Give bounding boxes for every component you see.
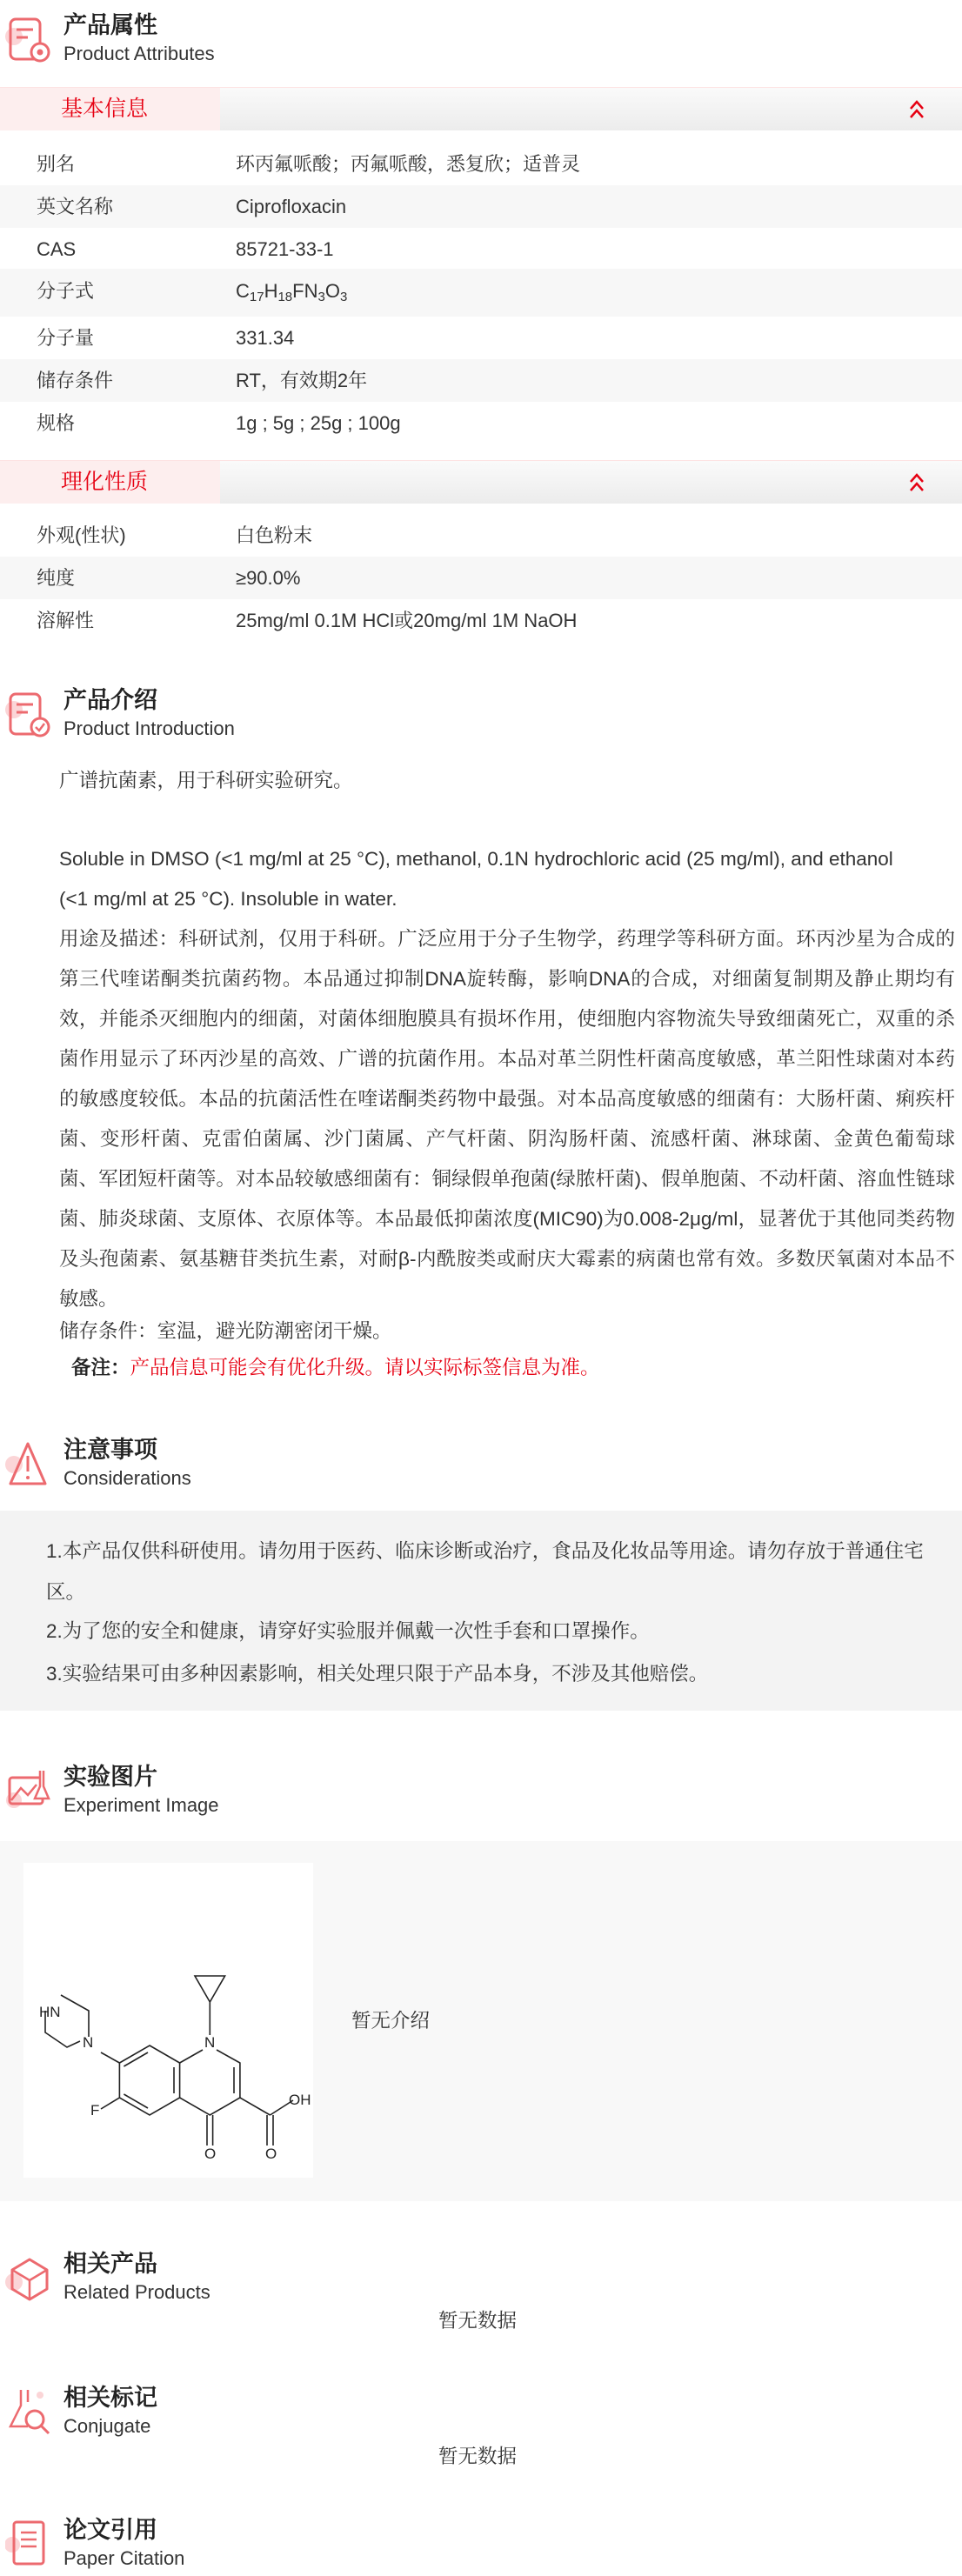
note-text: 产品信息可能会有优化升级。请以实际标签信息为准。	[130, 1357, 600, 1378]
attribute-key: 储存条件	[37, 370, 114, 391]
paper-citation-header	[0, 2515, 522, 2576]
attribute-row-mol-weight	[0, 317, 962, 359]
attribute-row-purity	[0, 557, 962, 599]
attribute-row-english-name	[0, 185, 962, 228]
product-introduction-header	[0, 685, 522, 746]
atom-label-oh: OH	[289, 2092, 311, 2108]
formula-subscript: 3	[339, 290, 348, 304]
attribute-key: 规格	[37, 412, 76, 434]
attribute-row-alias	[0, 143, 962, 185]
cube-icon	[5, 2252, 54, 2305]
physchem-label: 理化性质	[0, 461, 220, 504]
attribute-row-storage	[0, 359, 962, 402]
attribute-key: 外观(性状)	[37, 524, 126, 546]
attribute-row-cas	[0, 228, 962, 270]
section-subtitle: Product Attributes	[63, 43, 215, 64]
experiment-image-panel	[0, 1841, 962, 2201]
section-subtitle: Paper Citation	[63, 2547, 185, 2569]
section-title: 相关标记	[63, 2385, 157, 2411]
section-title: 相关产品	[63, 2251, 157, 2277]
section-title: 产品属性	[63, 12, 157, 38]
atom-label-o: O	[204, 2146, 217, 2162]
attribute-row-formula	[0, 269, 962, 317]
structure-image[interactable]	[23, 1863, 313, 2178]
section-subtitle: Experiment Image	[63, 1794, 219, 1816]
attribute-key: 溶解性	[37, 610, 95, 631]
considerations-box	[0, 1511, 962, 1711]
atom-label-n: N	[204, 2034, 216, 2051]
related-products-empty: 暂无数据	[438, 2310, 518, 2332]
consideration-item: 2.为了您的安全和健康，请穿好实验服并佩戴一次性手套和口罩操作。	[46, 1620, 650, 1642]
section-title: 论文引用	[63, 2517, 157, 2543]
image-caption: 暂无介绍	[351, 2010, 431, 2032]
atom-label-n: N	[83, 2034, 94, 2051]
attribute-value: ≥90.0%	[236, 567, 301, 589]
section-title: 注意事项	[63, 1437, 157, 1463]
molecular-formula	[236, 269, 347, 314]
document-check-icon	[5, 689, 54, 741]
attribute-row-solubility	[0, 599, 962, 642]
attribute-value: Ciprofloxacin	[236, 196, 347, 217]
attribute-key: 别名	[37, 153, 76, 175]
section-title: 实验图片	[63, 1764, 157, 1790]
section-subtitle: Considerations	[63, 1467, 191, 1489]
attribute-key: CAS	[37, 238, 77, 260]
intro-storage: 储存条件：室温，避光防潮密闭干燥。	[59, 1320, 392, 1342]
experiment-image-header	[0, 1762, 522, 1823]
double-chevron-up-icon[interactable]	[906, 99, 927, 120]
intro-description: 用途及描述：科研试剂，仅用于科研。广泛应用于分子生物学，药理学等科研方面。环丙沙星为合成的第三代喹诺酮类抗菌药物。本品通过抑制DNA旋转酶，影响DNA的合成，对细菌复制期及静止期均有效，并能杀灭细胞内的细菌，对菌体细胞膜具有损坏作用，使细胞内容物流失导致细菌死亡，双重的杀菌作用显示了环丙沙星的高效、广谱的抗菌作用。本品对革兰阴性杆菌高度敏感，革兰阳性球菌对本药的敏感度较低。本品的抗菌活性在喹诺酮类药物中最强。对本品高度敏感的细菌有：大肠杆菌、痢疾杆菌、变形杆菌、克雷伯菌属、沙门菌属、产气杆菌、阴沟肠杆菌、流感杆菌、淋球菌、金黄色葡萄球菌、军团短杆菌等。对本品较敏感细菌有：铜绿假单孢菌(绿脓杆菌)、假单胞菌、不动杆菌、溶血性链球菌、肺炎球菌、支原体、衣原体等。本品最低抑菌浓度(MIC90)为0.008-2μg/ml，显著优于其他同类药物及头孢菌素、氨基糖苷类抗生素，对耐β-内酰胺类或耐庆大霉素的病菌也常有效。多数厌氧菌对本品不敏感。	[59, 928, 955, 1310]
attribute-value: 1g ; 5g ; 25g ; 100g	[236, 412, 401, 434]
related-products-header	[0, 2249, 522, 2310]
attribute-key: 纯度	[37, 567, 76, 589]
flask-search-icon	[5, 2386, 54, 2439]
formula-element: C	[236, 280, 250, 302]
intro-note	[71, 1351, 600, 1385]
consideration-item: 1.本产品仅供科研使用。请勿用于医药、临床诊断或治疗，食品及化妆品等用途。请勿存放于普通住宅区。	[46, 1540, 924, 1603]
attribute-value: RT，有效期2年	[236, 370, 368, 391]
attribute-key: 分子式	[37, 280, 95, 302]
intro-summary: 广谱抗菌素，用于科研实验研究。	[59, 770, 353, 791]
basic-info-label: 基本信息	[0, 88, 220, 130]
product-attributes-header	[0, 10, 522, 71]
image-flask-icon	[5, 1765, 54, 1818]
section-title: 产品介绍	[63, 687, 157, 713]
attribute-value: 331.34	[236, 327, 295, 349]
attribute-value: 85721-33-1	[236, 238, 334, 260]
section-subtitle: Related Products	[63, 2281, 210, 2303]
warning-icon	[5, 1438, 54, 1491]
formula-subscript: 18	[277, 290, 293, 304]
section-subtitle: Product Introduction	[63, 717, 235, 739]
physchem-bar[interactable]	[0, 460, 962, 504]
conjugate-header	[0, 2383, 522, 2444]
consideration-item: 3.实验结果可由多种因素影响，相关处理只限于产品本身，不涉及其他赔偿。	[46, 1663, 709, 1685]
formula-element: O	[324, 280, 340, 302]
considerations-header	[0, 1435, 522, 1496]
atom-label-hn: HN	[39, 2004, 61, 2020]
note-label: 备注：	[71, 1357, 130, 1378]
conjugate-empty: 暂无数据	[438, 2446, 518, 2467]
formula-subscript: 3	[317, 290, 325, 304]
section-subtitle: Conjugate	[63, 2415, 151, 2437]
basic-info-bar[interactable]	[0, 87, 962, 130]
book-icon	[5, 2519, 54, 2571]
attribute-key: 英文名称	[37, 196, 114, 217]
intro-solubility: Soluble in DMSO (<1 mg/ml at 25 °C), methanol, 0.1N hydrochloric acid (25 mg/ml), and ethanol (<1 mg/ml at 25 °C). Insoluble in water.	[59, 848, 893, 910]
attribute-row-appearance	[0, 514, 962, 557]
attribute-value: 25mg/ml 0.1M HCl或20mg/ml 1M NaOH	[236, 610, 578, 631]
atom-label-f: F	[90, 2102, 100, 2119]
formula-element: H	[264, 280, 278, 302]
formula-subscript: 17	[249, 290, 264, 304]
attribute-value: 环丙氟哌酸；丙氟哌酸，悉复欣；适普灵	[236, 153, 581, 175]
ciprofloxacin-structure	[23, 1863, 313, 2178]
attribute-value: 白色粉末	[236, 524, 313, 546]
atom-label-o: O	[265, 2146, 277, 2162]
attribute-key: 分子量	[37, 327, 95, 349]
formula-element: FN	[292, 280, 318, 302]
attribute-row-spec	[0, 402, 962, 444]
document-gear-icon	[5, 14, 54, 66]
double-chevron-up-icon[interactable]	[906, 472, 927, 493]
